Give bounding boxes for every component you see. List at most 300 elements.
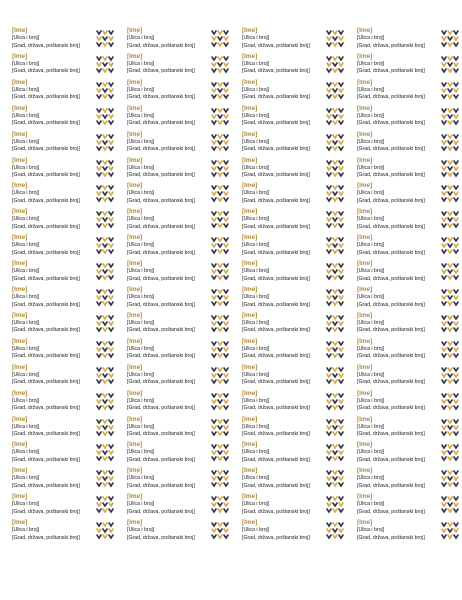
label-city[interactable]: [Grad, država, poštanski broj] — [12, 223, 80, 230]
label-street[interactable]: [Ulica i broj] — [242, 423, 270, 430]
label-street[interactable]: [Ulica i broj] — [12, 190, 40, 197]
label-city[interactable]: [Grad, država, poštanski broj] — [127, 146, 195, 153]
chevron-leaf-icon — [438, 312, 461, 336]
label-street[interactable]: [Ulica i broj] — [127, 164, 155, 171]
label-street[interactable]: [Ulica i broj] — [357, 319, 385, 326]
label-name[interactable]: [Ime] — [127, 27, 143, 34]
label-street[interactable]: [Ulica i broj] — [12, 164, 40, 171]
label-city[interactable]: [Grad, država, poštanski broj] — [242, 197, 310, 204]
chevron-leaf-icon — [208, 416, 231, 440]
label-city[interactable]: [Grad, država, poštanski broj] — [127, 508, 195, 515]
label-street[interactable]: [Ulica i broj] — [12, 527, 40, 534]
label-name[interactable]: [Ime] — [242, 234, 258, 242]
label-name[interactable]: [Ime] — [127, 52, 143, 60]
label-street[interactable]: [Ulica i broj] — [127, 371, 155, 378]
chevron-leaf-icon — [438, 364, 461, 388]
chevron-leaf-icon — [208, 364, 231, 388]
label-street[interactable]: [Ulica i broj] — [357, 190, 385, 197]
label-city[interactable]: [Grad, država, poštanski broj] — [12, 275, 80, 282]
address-label — [12, 53, 116, 77]
label-street[interactable]: [Ulica i broj] — [242, 216, 270, 223]
label-name[interactable]: [Ime] — [127, 311, 143, 319]
label-city[interactable]: [Grad, država, poštanski broj] — [242, 172, 310, 178]
label-name[interactable]: [Ime] — [242, 104, 258, 112]
label-street[interactable]: [Ulica i broj] — [357, 112, 385, 119]
label-name[interactable]: [Ime] — [357, 337, 373, 345]
label-street[interactable]: [Ulica i broj] — [127, 423, 155, 430]
label-name[interactable]: [Ime] — [12, 337, 28, 345]
chevron-leaf-icon — [323, 27, 346, 51]
label-name[interactable]: [Ime] — [12, 415, 28, 423]
label-city[interactable]: [Grad, država, poštanski broj] — [12, 249, 80, 256]
label-name[interactable]: [Ime] — [127, 363, 143, 371]
label-street[interactable]: [Ulica i broj] — [127, 319, 155, 326]
label-street[interactable]: [Ulica i broj] — [242, 138, 270, 145]
label-city[interactable]: [Grad, država, poštanski broj] — [12, 482, 80, 489]
label-street[interactable]: [Ulica i broj] — [12, 449, 40, 456]
label-name[interactable]: [Ime] — [242, 415, 258, 423]
label-street[interactable]: [Ulica i broj] — [12, 475, 40, 482]
label-street[interactable]: [Ulica i broj] — [242, 371, 270, 378]
label-name[interactable]: [Ime] — [12, 260, 28, 268]
label-street[interactable]: [Ulica i broj] — [12, 397, 40, 404]
address-label — [127, 441, 231, 465]
label-name[interactable]: [Ime] — [242, 311, 258, 319]
chevron-leaf-icon — [323, 182, 346, 206]
label-city[interactable]: [Grad, država, poštanski broj] — [357, 120, 425, 127]
chevron-leaf-icon — [323, 131, 346, 155]
label-name[interactable]: [Ime] — [127, 415, 143, 423]
label-name[interactable]: [Ime] — [242, 389, 258, 397]
label-name[interactable]: [Ime] — [12, 493, 28, 501]
label-city[interactable]: [Grad, država, poštanski broj] — [242, 249, 310, 256]
label-name[interactable]: [Ime] — [127, 337, 143, 345]
label-name[interactable]: [Ime] — [357, 52, 373, 60]
address-label — [242, 390, 346, 414]
label-name[interactable]: [Ime] — [242, 519, 258, 527]
address-label — [357, 79, 461, 103]
label-name[interactable]: [Ime] — [357, 363, 373, 371]
address-label — [357, 416, 461, 440]
address-label — [357, 312, 461, 336]
label-street[interactable]: [Ulica i broj] — [242, 164, 270, 171]
label-city[interactable]: [Grad, država, poštanski broj] — [242, 379, 310, 386]
label-street[interactable]: [Ulica i broj] — [242, 501, 270, 508]
label-city[interactable]: [Grad, država, poštanski broj] — [357, 405, 425, 412]
chevron-leaf-icon — [438, 493, 461, 517]
label-street[interactable]: [Ulica i broj] — [127, 397, 155, 404]
label-name[interactable]: [Ime] — [12, 182, 28, 190]
label-street[interactable]: [Ulica i broj] — [357, 242, 385, 249]
label-street[interactable]: [Ulica i broj] — [12, 345, 40, 352]
label-name[interactable]: [Ime] — [357, 104, 373, 112]
label-city[interactable]: [Grad, država, poštanski broj] — [242, 534, 310, 541]
label-city[interactable]: [Grad, država, poštanski broj] — [12, 456, 80, 463]
address-label — [242, 312, 346, 336]
label-name[interactable]: [Ime] — [12, 441, 28, 449]
label-city[interactable]: [Grad, država, poštanski broj] — [12, 68, 80, 75]
label-city[interactable]: [Grad, država, poštanski broj] — [127, 301, 195, 308]
label-name[interactable]: [Ime] — [127, 389, 143, 397]
label-name[interactable]: [Ime] — [12, 389, 28, 397]
label-name[interactable]: [Ime] — [357, 130, 373, 138]
address-label — [242, 27, 346, 51]
label-city[interactable]: [Grad, država, poštanski broj] — [127, 353, 195, 360]
label-name[interactable]: [Ime] — [242, 130, 258, 138]
label-name[interactable]: [Ime] — [127, 208, 143, 216]
label-name[interactable]: [Ime] — [357, 389, 373, 397]
label-street[interactable]: [Ulica i broj] — [357, 35, 385, 41]
address-label — [242, 364, 346, 388]
chevron-leaf-icon — [438, 260, 461, 284]
label-street[interactable]: [Ulica i broj] — [242, 35, 270, 41]
label-name[interactable]: [Ime] — [127, 104, 143, 112]
label-name[interactable]: [Ime] — [242, 78, 258, 86]
label-city[interactable]: [Grad, država, poštanski broj] — [242, 508, 310, 515]
label-name[interactable]: [Ime] — [242, 260, 258, 268]
label-city[interactable]: [Grad, država, poštanski broj] — [127, 534, 195, 541]
label-street[interactable]: [Ulica i broj] — [242, 294, 270, 300]
address-label — [242, 53, 346, 77]
label-name[interactable]: [Ime] — [357, 519, 373, 527]
label-street[interactable]: [Ulica i broj] — [357, 371, 385, 378]
label-street[interactable]: [Ulica i broj] — [12, 35, 40, 41]
label-name[interactable]: [Ime] — [242, 363, 258, 371]
label-name[interactable]: [Ime] — [357, 27, 373, 34]
label-name[interactable]: [Ime] — [12, 27, 28, 34]
chevron-leaf-icon — [208, 441, 231, 465]
label-city[interactable]: [Grad, država, poštanski broj] — [127, 120, 195, 127]
label-name[interactable]: [Ime] — [12, 130, 28, 138]
address-label — [12, 131, 116, 155]
label-name[interactable]: [Ime] — [357, 441, 373, 449]
address-label — [127, 208, 231, 232]
chevron-leaf-icon — [208, 493, 231, 517]
label-name[interactable]: [Ime] — [12, 156, 28, 164]
label-street[interactable]: [Ulica i broj] — [242, 60, 270, 67]
chevron-leaf-icon — [93, 208, 116, 232]
address-label — [127, 416, 231, 440]
label-name[interactable]: [Ime] — [357, 156, 373, 164]
label-name[interactable]: [Ime] — [242, 286, 258, 293]
label-street[interactable]: [Ulica i broj] — [12, 138, 40, 145]
label-name[interactable]: [Ime] — [12, 78, 28, 86]
label-street[interactable]: [Ulica i broj] — [357, 60, 385, 67]
label-name[interactable]: [Ime] — [127, 519, 143, 527]
label-city[interactable]: [Grad, država, poštanski broj] — [242, 482, 310, 489]
label-city[interactable]: [Grad, država, poštanski broj] — [242, 146, 310, 153]
label-city[interactable]: [Grad, država, poštanski broj] — [12, 508, 80, 515]
label-city[interactable]: [Grad, država, poštanski broj] — [242, 94, 310, 101]
label-city[interactable]: [Grad, država, poštanski broj] — [127, 456, 195, 463]
label-city[interactable]: [Grad, država, poštanski broj] — [357, 275, 425, 282]
label-street[interactable]: [Ulica i broj] — [242, 190, 270, 197]
label-street[interactable]: [Ulica i broj] — [242, 397, 270, 404]
label-city[interactable]: [Grad, država, poštanski broj] — [357, 197, 425, 204]
label-name[interactable]: [Ime] — [12, 467, 28, 475]
label-city[interactable]: [Grad, država, poštanski broj] — [12, 94, 80, 101]
chevron-leaf-icon — [93, 312, 116, 336]
label-city[interactable]: [Grad, država, poštanski broj] — [127, 68, 195, 75]
address-label — [357, 338, 461, 362]
label-name[interactable]: [Ime] — [357, 260, 373, 268]
label-street[interactable]: [Ulica i broj] — [357, 475, 385, 482]
label-street[interactable]: [Ulica i broj] — [127, 216, 155, 223]
label-street[interactable]: [Ulica i broj] — [242, 86, 270, 93]
label-street[interactable]: [Ulica i broj] — [242, 527, 270, 534]
label-name[interactable]: [Ime] — [127, 182, 143, 190]
chevron-leaf-icon — [93, 131, 116, 155]
chevron-leaf-icon — [438, 286, 461, 310]
label-city[interactable]: [Grad, država, poštanski broj] — [242, 120, 310, 127]
label-city[interactable]: [Grad, država, poštanski broj] — [357, 456, 425, 463]
label-name[interactable]: [Ime] — [242, 493, 258, 501]
label-name[interactable]: [Ime] — [127, 467, 143, 475]
address-label — [242, 519, 346, 543]
label-city[interactable]: [Grad, država, poštanski broj] — [357, 249, 425, 256]
label-street[interactable]: [Ulica i broj] — [127, 242, 155, 249]
label-city[interactable]: [Grad, država, poštanski broj] — [127, 431, 195, 437]
label-street[interactable]: [Ulica i broj] — [357, 449, 385, 456]
label-street[interactable]: [Ulica i broj] — [12, 112, 40, 119]
label-name[interactable]: [Ime] — [12, 208, 28, 216]
label-city[interactable]: [Grad, država, poštanski broj] — [12, 534, 80, 541]
label-street[interactable]: [Ulica i broj] — [127, 86, 155, 93]
label-street[interactable]: [Ulica i broj] — [357, 164, 385, 171]
label-name[interactable]: [Ime] — [12, 311, 28, 319]
label-street[interactable]: [Ulica i broj] — [127, 449, 155, 456]
chevron-leaf-icon — [208, 234, 231, 258]
label-name[interactable]: [Ime] — [242, 52, 258, 60]
chevron-leaf-icon — [323, 338, 346, 362]
label-city[interactable]: [Grad, država, poštanski broj] — [242, 223, 310, 230]
label-name[interactable]: [Ime] — [357, 286, 373, 293]
label-name[interactable]: [Ime] — [242, 182, 258, 190]
label-name[interactable]: [Ime] — [242, 27, 258, 34]
label-street[interactable]: [Ulica i broj] — [357, 501, 385, 508]
label-street[interactable]: [Ulica i broj] — [12, 319, 40, 326]
label-city[interactable]: [Grad, država, poštanski broj] — [242, 405, 310, 412]
label-city[interactable]: [Grad, država, poštanski broj] — [12, 431, 80, 437]
chevron-leaf-icon — [323, 441, 346, 465]
label-city[interactable]: [Grad, država, poštanski broj] — [357, 223, 425, 230]
label-street[interactable]: [Ulica i broj] — [357, 138, 385, 145]
label-name[interactable]: [Ime] — [12, 286, 28, 293]
label-street[interactable]: [Ulica i broj] — [242, 449, 270, 456]
address-label — [127, 79, 231, 103]
label-city[interactable]: [Grad, država, poštanski broj] — [12, 197, 80, 204]
label-city[interactable]: [Grad, država, poštanski broj] — [357, 327, 425, 334]
address-label — [127, 105, 231, 129]
label-city[interactable]: [Grad, država, poštanski broj] — [242, 68, 310, 75]
chevron-leaf-icon — [438, 441, 461, 465]
label-street[interactable]: [Ulica i broj] — [127, 112, 155, 119]
label-city[interactable]: [Grad, država, poštanski broj] — [242, 42, 310, 49]
address-label — [127, 182, 231, 206]
label-city[interactable]: [Grad, država, poštanski broj] — [12, 172, 80, 178]
label-street[interactable]: [Ulica i broj] — [357, 423, 385, 430]
label-street[interactable]: [Ulica i broj] — [12, 242, 40, 249]
label-street[interactable]: [Ulica i broj] — [357, 345, 385, 352]
label-name[interactable]: [Ime] — [242, 441, 258, 449]
chevron-leaf-icon — [93, 493, 116, 517]
label-city[interactable]: [Grad, država, poštanski broj] — [357, 482, 425, 489]
address-label — [12, 208, 116, 232]
label-city[interactable]: [Grad, država, poštanski broj] — [12, 301, 80, 308]
label-city[interactable]: [Grad, država, poštanski broj] — [127, 223, 195, 230]
label-city[interactable]: [Grad, država, poštanski broj] — [357, 534, 425, 541]
label-name[interactable]: [Ime] — [127, 130, 143, 138]
label-city[interactable]: [Grad, država, poštanski broj] — [242, 275, 310, 282]
label-street[interactable]: [Ulica i broj] — [12, 268, 40, 275]
label-city[interactable]: [Grad, država, poštanski broj] — [12, 353, 80, 360]
label-city[interactable]: [Grad, država, poštanski broj] — [12, 120, 80, 127]
label-city[interactable]: [Grad, država, poštanski broj] — [357, 146, 425, 153]
address-label — [127, 234, 231, 258]
label-street[interactable]: [Ulica i broj] — [127, 190, 155, 197]
chevron-leaf-icon — [208, 312, 231, 336]
chevron-leaf-icon — [93, 53, 116, 77]
label-name[interactable]: [Ime] — [242, 156, 258, 164]
chevron-leaf-icon — [438, 234, 461, 258]
label-name[interactable]: [Ime] — [127, 260, 143, 268]
label-name[interactable]: [Ime] — [127, 78, 143, 86]
label-street[interactable]: [Ulica i broj] — [127, 345, 155, 352]
label-city[interactable]: [Grad, država, poštanski broj] — [127, 482, 195, 489]
address-label — [127, 286, 231, 310]
label-name[interactable]: [Ime] — [357, 208, 373, 216]
label-name[interactable]: [Ime] — [242, 208, 258, 216]
label-street[interactable]: [Ulica i broj] — [127, 527, 155, 534]
label-street[interactable]: [Ulica i broj] — [127, 35, 155, 41]
chevron-leaf-icon — [208, 208, 231, 232]
address-label — [12, 467, 116, 491]
label-street[interactable]: [Ulica i broj] — [242, 242, 270, 249]
label-street[interactable]: [Ulica i broj] — [12, 423, 40, 430]
label-city[interactable]: [Grad, država, poštanski broj] — [357, 431, 425, 437]
label-name[interactable]: [Ime] — [357, 493, 373, 501]
label-street[interactable]: [Ulica i broj] — [12, 501, 40, 508]
label-city[interactable]: [Grad, država, poštanski broj] — [127, 249, 195, 256]
address-label — [127, 364, 231, 388]
label-street[interactable]: [Ulica i broj] — [127, 268, 155, 275]
label-city[interactable]: [Grad, država, poštanski broj] — [357, 353, 425, 360]
label-name[interactable]: [Ime] — [357, 78, 373, 86]
chevron-leaf-icon — [323, 519, 346, 543]
label-street[interactable]: [Ulica i broj] — [357, 294, 385, 300]
label-city[interactable]: [Grad, država, poštanski broj] — [357, 301, 425, 308]
address-label — [12, 79, 116, 103]
label-street[interactable]: [Ulica i broj] — [12, 86, 40, 93]
label-name[interactable]: [Ime] — [357, 182, 373, 190]
label-city[interactable]: [Grad, država, poštanski broj] — [127, 275, 195, 282]
label-city[interactable]: [Grad, država, poštanski broj] — [12, 42, 80, 49]
label-city[interactable]: [Grad, država, poštanski broj] — [127, 327, 195, 334]
label-city[interactable]: [Grad, država, poštanski broj] — [357, 508, 425, 515]
chevron-leaf-icon — [323, 53, 346, 77]
address-label — [242, 182, 346, 206]
label-city[interactable]: [Grad, država, poštanski broj] — [12, 146, 80, 153]
label-city[interactable]: [Grad, država, poštanski broj] — [127, 405, 195, 412]
label-name[interactable]: [Ime] — [242, 337, 258, 345]
label-street[interactable]: [Ulica i broj] — [127, 501, 155, 508]
label-street[interactable]: [Ulica i broj] — [12, 216, 40, 223]
label-name[interactable]: [Ime] — [357, 311, 373, 319]
label-street[interactable]: [Ulica i broj] — [357, 268, 385, 275]
chevron-leaf-icon — [208, 105, 231, 129]
label-street[interactable]: [Ulica i broj] — [12, 60, 40, 67]
label-city[interactable]: [Grad, država, poštanski broj] — [12, 327, 80, 334]
label-name[interactable]: [Ime] — [357, 467, 373, 475]
label-name[interactable]: [Ime] — [127, 286, 143, 293]
label-street[interactable]: [Ulica i broj] — [12, 294, 40, 300]
label-city[interactable]: [Grad, država, poštanski broj] — [12, 379, 80, 386]
label-street[interactable]: [Ulica i broj] — [127, 475, 155, 482]
label-street[interactable]: [Ulica i broj] — [357, 397, 385, 404]
label-name[interactable]: [Ime] — [12, 519, 28, 527]
label-city[interactable]: [Grad, država, poštanski broj] — [12, 405, 80, 412]
label-street[interactable]: [Ulica i broj] — [127, 138, 155, 145]
label-street[interactable]: [Ulica i broj] — [242, 112, 270, 119]
label-city[interactable]: [Grad, država, poštanski broj] — [127, 197, 195, 204]
label-name[interactable]: [Ime] — [12, 52, 28, 60]
label-city[interactable]: [Grad, država, poštanski broj] — [357, 172, 425, 178]
label-city[interactable]: [Grad, država, poštanski broj] — [242, 301, 310, 308]
label-name[interactable]: [Ime] — [127, 441, 143, 449]
label-city[interactable]: [Grad, država, poštanski broj] — [357, 42, 425, 49]
label-street[interactable]: [Ulica i broj] — [242, 475, 270, 482]
label-name[interactable]: [Ime] — [127, 156, 143, 164]
label-city[interactable]: [Grad, država, poštanski broj] — [357, 379, 425, 386]
chevron-leaf-icon — [93, 286, 116, 310]
label-city[interactable]: [Grad, država, poštanski broj] — [127, 42, 195, 49]
address-label — [12, 157, 116, 181]
label-street[interactable]: [Ulica i broj] — [127, 60, 155, 67]
label-street[interactable]: [Ulica i broj] — [242, 319, 270, 326]
address-label — [127, 312, 231, 336]
label-city[interactable]: [Grad, država, poštanski broj] — [242, 353, 310, 360]
label-city[interactable]: [Grad, država, poštanski broj] — [127, 94, 195, 101]
chevron-leaf-icon — [208, 390, 231, 414]
label-city[interactable]: [Grad, država, poštanski broj] — [127, 379, 195, 386]
address-label — [242, 416, 346, 440]
label-city[interactable]: [Grad, država, poštanski broj] — [242, 431, 310, 437]
label-street[interactable]: [Ulica i broj] — [12, 371, 40, 378]
label-city[interactable]: [Grad, država, poštanski broj] — [127, 172, 195, 178]
label-name[interactable]: [Ime] — [12, 234, 28, 242]
chevron-leaf-icon — [438, 467, 461, 491]
label-street[interactable]: [Ulica i broj] — [242, 268, 270, 275]
label-street[interactable]: [Ulica i broj] — [127, 294, 155, 300]
label-name[interactable]: [Ime] — [127, 493, 143, 501]
label-city[interactable]: [Grad, država, poštanski broj] — [357, 68, 425, 75]
label-name[interactable]: [Ime] — [12, 363, 28, 371]
label-name[interactable]: [Ime] — [357, 415, 373, 423]
label-name[interactable]: [Ime] — [242, 467, 258, 475]
label-name[interactable]: [Ime] — [357, 234, 373, 242]
label-city[interactable]: [Grad, država, poštanski broj] — [357, 94, 425, 101]
label-name[interactable]: [Ime] — [12, 104, 28, 112]
chevron-leaf-icon — [323, 286, 346, 310]
label-street[interactable]: [Ulica i broj] — [242, 345, 270, 352]
label-street[interactable]: [Ulica i broj] — [357, 216, 385, 223]
label-street[interactable]: [Ulica i broj] — [357, 527, 385, 534]
label-name[interactable]: [Ime] — [127, 234, 143, 242]
address-label — [242, 234, 346, 258]
label-city[interactable]: [Grad, država, poštanski broj] — [242, 456, 310, 463]
label-city[interactable]: [Grad, država, poštanski broj] — [242, 327, 310, 334]
label-street[interactable]: [Ulica i broj] — [357, 86, 385, 93]
